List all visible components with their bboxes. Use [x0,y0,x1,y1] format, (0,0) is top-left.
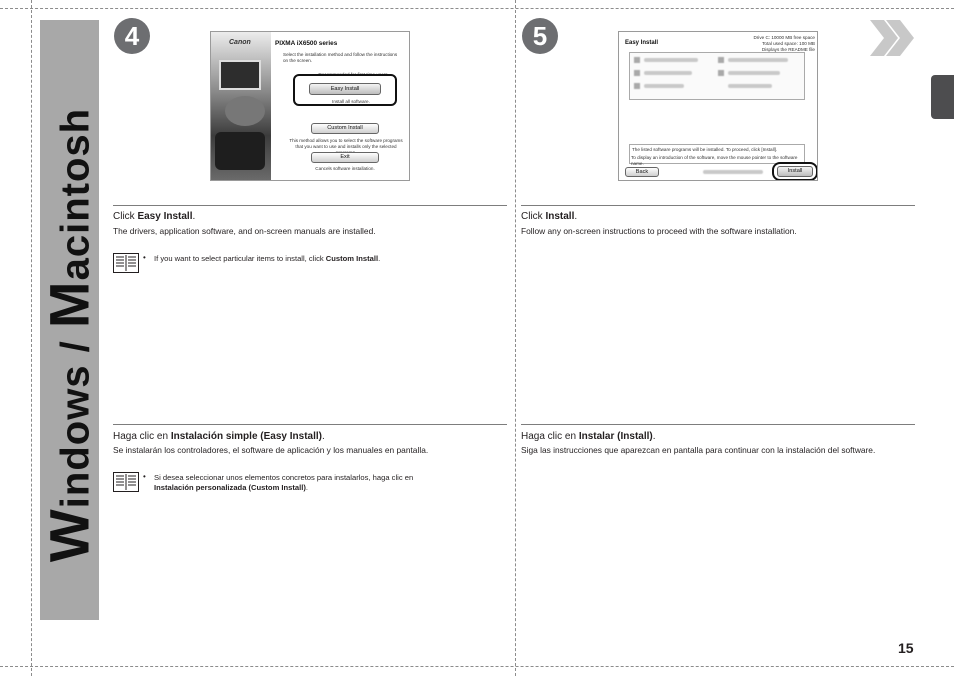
click-prefix: Click [521,211,546,222]
note-text: Si desea seleccionar unos elementos concretos para instalarlos, haga clic en [154,473,414,482]
install-action: Install [545,211,575,222]
readme-info: Displays the README file [761,47,815,52]
step-5-en-rule [521,205,915,206]
photo-thumbnail [225,96,265,126]
bullet-icon: • [143,253,146,262]
easy-install-desc: Install all software. [332,99,370,104]
recommended-label: Recommended for first-time users [318,72,388,77]
step-4-es-instruction [113,431,507,443]
page-number: 15 [898,640,914,656]
custom-install-button[interactable]: Custom Install [311,123,379,134]
photo-thumbnail [219,60,261,90]
custom-install-label: Custom Install [325,254,379,263]
step-5-es-description: Siga las instrucciones que aparezcan en pantalla para continuar con la instalación del software. [521,445,876,455]
custom-install-label: Instalación personalizada (Custom Install) [154,483,306,492]
step-5-es-rule [521,424,915,425]
step-4-en-description: The drivers, application software, and on-screen manuals are installed. [113,226,376,236]
exit-button[interactable]: Exit [311,152,379,163]
easy-install-highlight [293,74,397,106]
left-cut-line [31,0,32,676]
status-text [703,170,763,174]
product-photo-panel [211,32,271,180]
custom-install-desc: This method allows you to select the software programs that you want to use and installs only the selected [289,138,403,149]
double-chevron-next-icon [870,20,916,56]
space-info: Total used space: 100 MB [762,41,815,46]
step-5-en-instruction [521,211,915,223]
bullet-icon: • [143,472,146,481]
punctuation: . [192,211,196,222]
center-cut-line [515,0,516,676]
punctuation: . [652,431,656,442]
software-icon [718,57,724,63]
dialog-title: Easy Install [625,40,659,46]
back-button[interactable]: Back [625,167,659,177]
step-4-en-rule [113,205,507,206]
software-icon [634,57,640,63]
software-icon [634,83,640,89]
intro-text: Select the installation method and follow the instructions on the screen. [283,52,398,63]
install-action: Instalar (Install) [578,431,653,442]
software-entry[interactable] [644,84,684,88]
software-entry[interactable] [644,71,692,75]
open-book-note-icon [113,253,139,273]
easy-install-button[interactable]: Easy Install [309,83,381,95]
install-button[interactable]: Install [777,166,813,177]
click-prefix: Haga clic en [113,431,171,442]
photo-thumbnail [215,132,265,170]
software-entry[interactable] [728,71,780,75]
punctuation: . [574,211,578,222]
punctuation: . [321,431,325,442]
install-message-line2: To display an introduction of the software, move the mouse pointer to the software name. [631,155,798,166]
exit-desc: Cancels software installation. [315,166,375,171]
os-sidebar-title: Windows / Macintosh [37,107,101,563]
bottom-cut-line [0,666,954,667]
section-tab [931,75,954,119]
step-5-es-instruction [521,431,915,443]
install-highlight [772,162,818,181]
open-book-note-icon [113,472,139,492]
note-text: If you want to select particular items to install, click [154,254,326,263]
step-5-badge: 5 [522,18,558,54]
step-4-badge: 4 [114,18,150,54]
step-4-es-note [154,473,494,493]
click-prefix: Click [113,211,138,222]
easy-install-action: Instalación simple (Easy Install) [170,431,322,442]
easy-install-action: Easy Install [137,211,193,222]
drive-info: Drive C: 10000 MB free space [753,35,815,40]
step-4-es-rule [113,424,507,425]
punctuation: . [305,483,309,492]
step-5-en-description: Follow any on-screen instructions to proceed with the software installation. [521,226,797,236]
software-entry[interactable] [728,58,788,62]
step-5-screenshot [618,31,818,181]
top-cut-line [0,8,954,9]
punctuation: . [378,254,381,263]
install-message-line1: The listed software programs will be installed. To proceed, click [Install]. [632,147,778,152]
software-icon [718,70,724,76]
click-prefix: Haga clic en [521,431,579,442]
canon-logo: Canon [229,39,251,46]
software-list [629,52,805,100]
product-title: PIXMA iX6500 series [275,40,338,47]
step-4-es-description: Se instalarán los controladores, el software de aplicación y los manuales en pantalla. [113,445,429,455]
software-icon [634,70,640,76]
step-4-en-note [154,254,508,264]
step-4-en-instruction [113,211,507,223]
step-4-screenshot [210,31,410,181]
software-entry[interactable] [644,58,698,62]
software-entry[interactable] [728,84,772,88]
